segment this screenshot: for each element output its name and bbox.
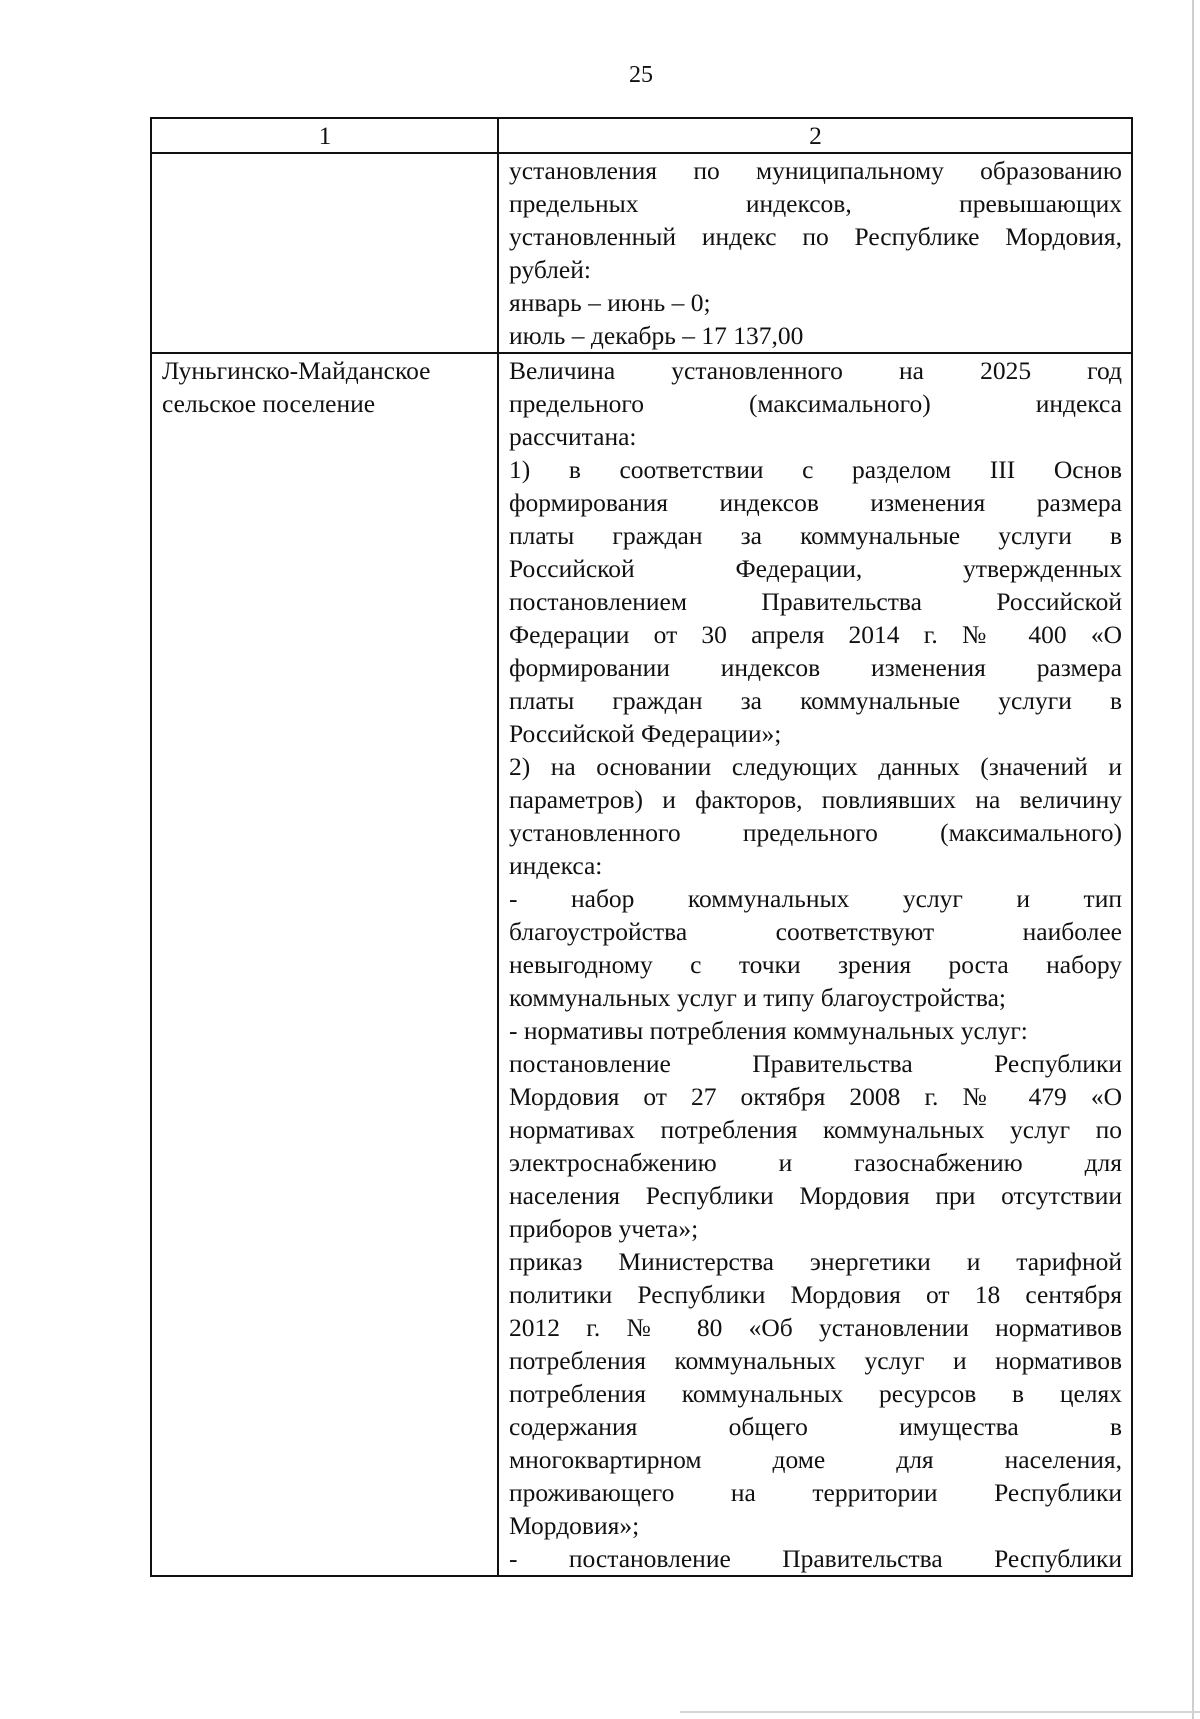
description-line: платы граждан за коммунальные услуги в bbox=[509, 686, 1122, 715]
description-line: 2012 г. № 80 «Об установлении нормативов bbox=[509, 1313, 1122, 1342]
description-cell bbox=[498, 353, 1132, 1576]
description-line: Российской Федерации»; bbox=[509, 719, 782, 748]
column-header-2: 2 bbox=[498, 118, 1132, 153]
description-line: - постановление Правительства Республики bbox=[509, 1544, 1122, 1573]
municipality-name-line: Луньгинско-Майданское bbox=[162, 356, 431, 385]
description-line: Мордовия от 27 октября 2008 г. № 479 «О bbox=[509, 1082, 1122, 1111]
description-line: формировании индексов изменения размера bbox=[509, 653, 1122, 682]
description-line: Мордовия»; bbox=[509, 1511, 640, 1540]
description-line: рассчитана: bbox=[509, 422, 637, 451]
description-line: предельных индексов, превышающих bbox=[509, 189, 1122, 218]
description-line: потребления коммунальных услуг и нормативов bbox=[509, 1346, 1122, 1375]
description-line: июль – декабрь – 17 137,00 bbox=[509, 321, 804, 350]
description-line: многоквартирном доме для населения, bbox=[509, 1445, 1122, 1474]
description-line: установленный индекс по Республике Мордовия, bbox=[509, 222, 1122, 251]
description-line: коммунальных услуг и типу благоустройства; bbox=[509, 983, 1007, 1012]
description-line: платы граждан за коммунальные услуги в bbox=[509, 521, 1122, 550]
description-line: установления по муниципальному образованию bbox=[509, 156, 1122, 185]
page-number: 25 bbox=[629, 62, 653, 88]
scan-bottom-edge-line bbox=[680, 1711, 1200, 1713]
scan-edge-line bbox=[1192, 0, 1194, 1719]
description-line: Федерации от 30 апреля 2014 г. № 400 «О bbox=[509, 620, 1122, 649]
municipality-cell bbox=[151, 353, 498, 1576]
description-line: формирования индексов изменения размера bbox=[509, 488, 1122, 517]
description-line: 2) на основании следующих данных (значений и bbox=[509, 752, 1122, 781]
description-line: январь – июнь – 0; bbox=[509, 288, 711, 317]
description-line: постановлением Правительства Российской bbox=[509, 587, 1122, 616]
description-line: индекса: bbox=[509, 851, 603, 880]
description-line: благоустройства соответствуют наиболее bbox=[509, 917, 1122, 946]
description-line: рублей: bbox=[509, 255, 591, 284]
description-line: потребления коммунальных ресурсов в целях bbox=[509, 1379, 1122, 1408]
description-line: населения Республики Мордовия при отсутствии bbox=[509, 1181, 1122, 1210]
description-line: электроснабжению и газоснабжению для bbox=[509, 1148, 1122, 1177]
column-header-1: 1 bbox=[151, 118, 498, 153]
description-line: Величина установленного на 2025 год bbox=[509, 356, 1122, 385]
municipality-cell bbox=[151, 153, 498, 353]
description-line: параметров) и факторов, повлиявших на величину bbox=[509, 785, 1122, 814]
description-line: приказ Министерства энергетики и тарифной bbox=[509, 1247, 1122, 1276]
description-line: - нормативы потребления коммунальных услуг: bbox=[509, 1016, 1028, 1045]
description-line: предельного (максимального) индекса bbox=[509, 389, 1122, 418]
description-line: невыгодному с точки зрения роста набору bbox=[509, 950, 1122, 979]
table-row bbox=[151, 153, 1132, 353]
description-line: политики Республики Мордовия от 18 сентября bbox=[509, 1280, 1122, 1309]
description-line: установленного предельного (максимального) bbox=[509, 818, 1122, 847]
table-header-row bbox=[151, 118, 1132, 153]
description-line: приборов учета»; bbox=[509, 1214, 699, 1243]
description-line: постановление Правительства Республики bbox=[509, 1049, 1122, 1078]
description-cell bbox=[498, 153, 1132, 353]
description-line: 1) в соответствии с разделом III Основ bbox=[509, 455, 1122, 484]
table-row bbox=[151, 353, 1132, 1576]
municipality-name-line: сельское поселение bbox=[162, 389, 376, 418]
description-line: проживающего на территории Республики bbox=[509, 1478, 1122, 1507]
description-line: нормативах потребления коммунальных услуг по bbox=[509, 1115, 1122, 1144]
description-line: Российской Федерации, утвержденных bbox=[509, 554, 1122, 583]
description-line: - набор коммунальных услуг и тип bbox=[509, 884, 1122, 913]
description-line: содержания общего имущества в bbox=[509, 1412, 1122, 1441]
document-table bbox=[150, 117, 1133, 1577]
